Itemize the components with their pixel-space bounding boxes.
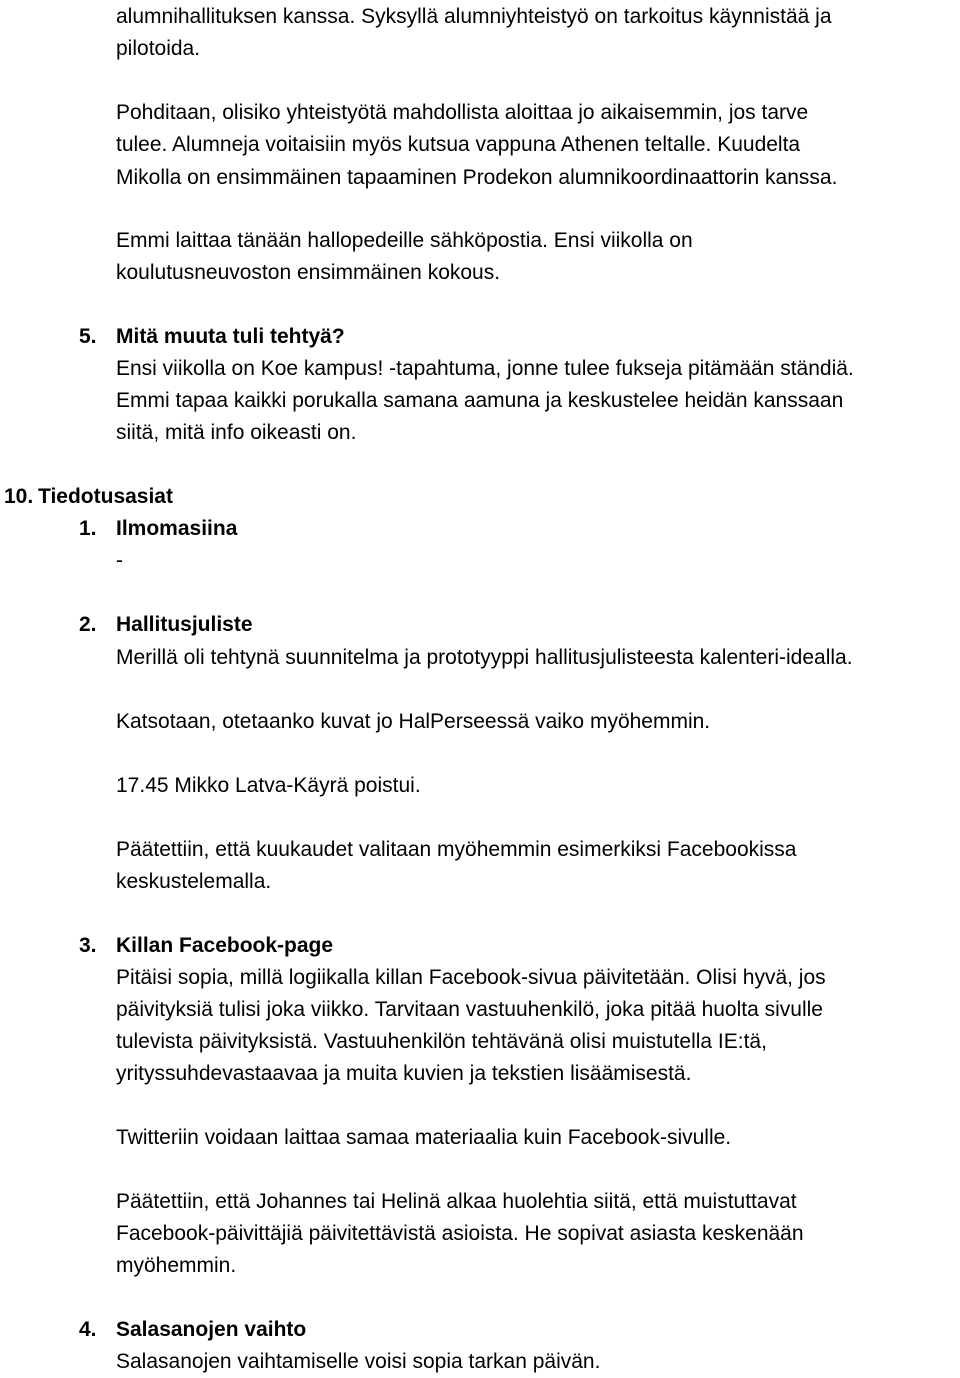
paragraph-line: pilotoida. bbox=[116, 37, 201, 60]
paragraph-line: Merillä oli tehtynä suunnitelma ja prototyyppi hallitusjulisteesta kalenteri-idealla. bbox=[116, 646, 853, 669]
paragraph-line: 17.45 Mikko Latva-Käyrä poistui. bbox=[116, 774, 421, 797]
item-heading: Killan Facebook-page bbox=[116, 934, 334, 957]
item-heading: Hallitusjuliste bbox=[116, 613, 253, 636]
dash-placeholder: - bbox=[116, 549, 123, 572]
paragraph-line: Päätettiin, että Johannes tai Helinä alkaa huolehtia siitä, että muistuttavat bbox=[116, 1190, 797, 1213]
item-heading: Ilmomasiina bbox=[116, 517, 238, 540]
paragraph-line: Mikolla on ensimmäinen tapaaminen Prodekon alumnikoordinaattorin kanssa. bbox=[116, 166, 838, 189]
paragraph-line: Salasanojen vaihtamiselle voisi sopia tarkan päivän. bbox=[116, 1350, 601, 1373]
paragraph-line: yrityssuhdevastaavaa ja muita kuvien ja tekstien lisäämisestä. bbox=[116, 1062, 692, 1085]
section-heading: Mitä muuta tuli tehtyä? bbox=[116, 325, 345, 348]
paragraph-line: Emmi laittaa tänään hallopedeille sähköpostia. Ensi viikolla on bbox=[116, 229, 693, 252]
paragraph-line: Facebook-päivittäjiä päivitettävistä asioista. He sopivat asiasta keskenään bbox=[116, 1222, 804, 1245]
paragraph-line: myöhemmin. bbox=[116, 1254, 237, 1277]
paragraph-line: tulevista päivityksistä. Vastuuhenkilön tehtävänä olisi muistutella IE:tä, bbox=[116, 1030, 767, 1053]
paragraph-line: Pohditaan, olisiko yhteistyötä mahdollista aloittaa jo aikaisemmin, jos tarve bbox=[116, 101, 809, 124]
paragraph-line: keskustelemalla. bbox=[116, 870, 272, 893]
item-heading: Salasanojen vaihto bbox=[116, 1318, 307, 1341]
item-number: 4. bbox=[79, 1318, 97, 1341]
paragraph-line: Pitäisi sopia, millä logiikalla killan Facebook-sivua päivitetään. Olisi hyvä, jos bbox=[116, 966, 826, 989]
item-number: 1. bbox=[79, 517, 97, 540]
paragraph-line: siitä, mitä info oikeasti on. bbox=[116, 421, 357, 444]
item-number: 2. bbox=[79, 613, 97, 636]
item-number: 3. bbox=[79, 934, 97, 957]
paragraph-line: Ensi viikolla on Koe kampus! -tapahtuma, jonne tulee fukseja pitämään ständiä. bbox=[116, 357, 854, 380]
section-number: 5. bbox=[79, 325, 97, 348]
paragraph-line: Emmi tapaa kaikki porukalla samana aamuna ja keskustelee heidän kanssaan bbox=[116, 389, 844, 412]
paragraph-line: Päätettiin, että kuukaudet valitaan myöhemmin esimerkiksi Facebookissa bbox=[116, 838, 797, 861]
paragraph-line: Twitteriin voidaan laittaa samaa materiaalia kuin Facebook-sivulle. bbox=[116, 1126, 732, 1149]
paragraph-line: alumnihallituksen kanssa. Syksyllä alumniyhteistyö on tarkoitus käynnistää ja bbox=[116, 5, 832, 28]
paragraph-line: tulee. Alumneja voitaisiin myös kutsua vappuna Athenen teltalle. Kuudelta bbox=[116, 133, 801, 156]
section-number: 10. bbox=[4, 485, 34, 508]
paragraph-line: Katsotaan, otetaanko kuvat jo HalPerseessä vaiko myöhemmin. bbox=[116, 710, 711, 733]
paragraph-line: koulutusneuvoston ensimmäinen kokous. bbox=[116, 261, 501, 284]
paragraph-line: päivityksiä tulisi joka viikko. Tarvitaan vastuuhenkilö, joka pitää huolta sivulle bbox=[116, 998, 823, 1021]
section-heading: Tiedotusasiat bbox=[38, 485, 173, 508]
